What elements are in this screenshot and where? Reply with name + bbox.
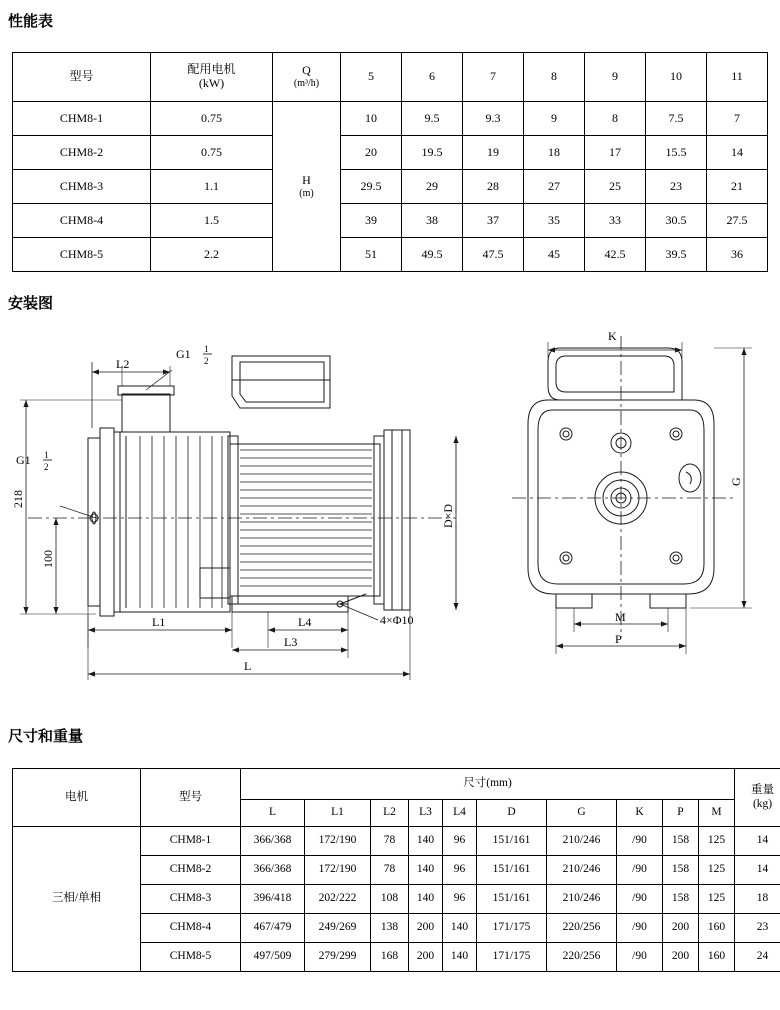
header-motor-line2: (kW) [198, 76, 225, 90]
header-weight [735, 769, 780, 827]
header-col-K: K [617, 800, 663, 827]
cell-dim: 125 [699, 856, 735, 885]
cell-dim: 171/175 [477, 943, 547, 972]
cell-head: 7.5 [646, 102, 707, 136]
cell-weight: 18 [735, 885, 780, 914]
cell-weight: 14 [735, 827, 780, 856]
header-flow [273, 53, 341, 102]
label-g-thread-top-num: 1 [204, 344, 209, 354]
dimensions-table [12, 768, 780, 972]
label-l3: L3 [284, 635, 298, 649]
installation-drawing [0, 318, 780, 708]
cell-model: CHM8-5 [141, 943, 241, 972]
cell-dim: 125 [699, 885, 735, 914]
header-flow-unit: (m³/h) [293, 78, 320, 90]
cell-head: 23 [646, 170, 707, 204]
cell-dim: 160 [699, 914, 735, 943]
cell-dim: 138 [371, 914, 409, 943]
cell-dim: 366/368 [241, 856, 305, 885]
header-flow-symbol: Q [302, 63, 311, 78]
cell-dim: 249/269 [305, 914, 371, 943]
cell-dim: 78 [371, 827, 409, 856]
cell-dim: 151/161 [477, 827, 547, 856]
header-motor: 电机 [13, 769, 141, 827]
cell-head: 14 [707, 136, 768, 170]
cell-dim: 202/222 [305, 885, 371, 914]
performance-section-title: 性能表 [8, 13, 54, 30]
header-head-unit: (m) [299, 187, 314, 199]
label-dxd: D×D [441, 503, 455, 528]
cell-head: 15.5 [646, 136, 707, 170]
table-row [13, 827, 780, 856]
label-l: L [244, 659, 252, 673]
cell-dim: 96 [443, 885, 477, 914]
cell-dim: 366/368 [241, 827, 305, 856]
cell-head: 27.5 [707, 204, 768, 238]
header-head-symbol: H [302, 172, 311, 187]
label-m: M [615, 610, 626, 624]
cell-dim: 200 [409, 914, 443, 943]
header-model: 型号 [141, 769, 241, 827]
cell-head: 19.5 [402, 136, 463, 170]
cell-head: 39.5 [646, 238, 707, 272]
flow-value: 10 [646, 53, 707, 102]
cell-head: 37 [463, 204, 524, 238]
cell-head: 7 [707, 102, 768, 136]
cell-model: CHM8-1 [141, 827, 241, 856]
header-col-D: D [477, 800, 547, 827]
header-col-L: L [241, 800, 305, 827]
cell-model: CHM8-4 [13, 204, 151, 238]
cell-dim: 96 [443, 856, 477, 885]
table-header-row [13, 769, 780, 800]
label-k: K [608, 329, 617, 343]
cell-dim: 200 [663, 914, 699, 943]
flow-value: 6 [402, 53, 463, 102]
cell-dim: 160 [699, 943, 735, 972]
table-row [13, 204, 768, 238]
cell-dim: 140 [409, 827, 443, 856]
cell-dim: 78 [371, 856, 409, 885]
flow-value: 9 [585, 53, 646, 102]
cell-dim: 172/190 [305, 856, 371, 885]
cell-model: CHM8-2 [141, 856, 241, 885]
cell-dim: 158 [663, 885, 699, 914]
cell-motor: 1.1 [151, 170, 273, 204]
cell-model: CHM8-2 [13, 136, 151, 170]
label-p: P [615, 632, 622, 646]
cell-dim: 172/190 [305, 827, 371, 856]
cell-model: CHM8-4 [141, 914, 241, 943]
cell-head: 47.5 [463, 238, 524, 272]
label-g: G [729, 477, 743, 486]
label-l4: L4 [298, 615, 312, 629]
label-l2: L2 [116, 357, 130, 371]
cell-dim: 96 [443, 827, 477, 856]
installation-section-title: 安装图 [8, 295, 54, 312]
header-weight-line2: (kg) [752, 797, 773, 810]
cell-dim: 497/509 [241, 943, 305, 972]
table-row [13, 170, 768, 204]
flow-value: 5 [341, 53, 402, 102]
cell-weight: 24 [735, 943, 780, 972]
label-l1: L1 [152, 615, 166, 629]
header-model: 型号 [13, 53, 151, 102]
cell-dim: 168 [371, 943, 409, 972]
performance-table [12, 52, 768, 272]
cell-model: CHM8-3 [141, 885, 241, 914]
cell-dim: 396/418 [241, 885, 305, 914]
cell-head: 17 [585, 136, 646, 170]
table-row [13, 238, 768, 272]
cell-motor-type: 三相/单相 [13, 827, 141, 972]
cell-head: 28 [463, 170, 524, 204]
cell-head: 33 [585, 204, 646, 238]
cell-dim: 151/161 [477, 885, 547, 914]
cell-dim: /90 [617, 885, 663, 914]
cell-head: 35 [524, 204, 585, 238]
header-col-L3: L3 [409, 800, 443, 827]
cell-head: 9.5 [402, 102, 463, 136]
cell-head: 8 [585, 102, 646, 136]
cell-dim: 220/256 [547, 943, 617, 972]
table-header-row [13, 53, 768, 102]
cell-dim: 210/246 [547, 885, 617, 914]
cell-dim: 140 [409, 885, 443, 914]
flow-value: 7 [463, 53, 524, 102]
cell-motor: 2.2 [151, 238, 273, 272]
cell-model: CHM8-5 [13, 238, 151, 272]
cell-dim: 158 [663, 856, 699, 885]
cell-dim: 151/161 [477, 856, 547, 885]
cell-dim: 200 [663, 943, 699, 972]
label-g-thread-top-den: 2 [204, 356, 209, 366]
cell-dim: 125 [699, 827, 735, 856]
cell-head: 30.5 [646, 204, 707, 238]
label-g-thread-left: G1 [16, 453, 31, 467]
cell-dim: 108 [371, 885, 409, 914]
cell-dim: /90 [617, 856, 663, 885]
header-col-G: G [547, 800, 617, 827]
cell-dim: 467/479 [241, 914, 305, 943]
cell-dim: 158 [663, 827, 699, 856]
header-col-P: P [663, 800, 699, 827]
label-height-218: 218 [11, 490, 25, 508]
cell-dim: 140 [409, 856, 443, 885]
header-col-L2: L2 [371, 800, 409, 827]
cell-head: 20 [341, 136, 402, 170]
flow-value: 8 [524, 53, 585, 102]
cell-head: 18 [524, 136, 585, 170]
header-motor-line1: 配用电机 [187, 62, 236, 77]
cell-head: 39 [341, 204, 402, 238]
cell-dim: 140 [443, 943, 477, 972]
label-height-100: 100 [41, 550, 55, 568]
header-head [273, 102, 341, 272]
cell-motor: 1.5 [151, 204, 273, 238]
cell-head: 29 [402, 170, 463, 204]
flow-value: 11 [707, 53, 768, 102]
cell-head: 42.5 [585, 238, 646, 272]
cell-model: CHM8-3 [13, 170, 151, 204]
cell-dim: /90 [617, 827, 663, 856]
cell-model: CHM8-1 [13, 102, 151, 136]
cell-head: 10 [341, 102, 402, 136]
cell-head: 21 [707, 170, 768, 204]
cell-weight: 14 [735, 856, 780, 885]
cell-motor: 0.75 [151, 136, 273, 170]
cell-motor: 0.75 [151, 102, 273, 136]
cell-head: 25 [585, 170, 646, 204]
cell-dim: 140 [443, 914, 477, 943]
table-row [13, 102, 768, 136]
header-size-group: 尺寸(mm) [241, 769, 735, 800]
header-motor [151, 53, 273, 102]
label-g-thread-top: G1 [176, 347, 191, 361]
cell-head: 49.5 [402, 238, 463, 272]
cell-head: 27 [524, 170, 585, 204]
cell-dim: 210/246 [547, 827, 617, 856]
cell-head: 51 [341, 238, 402, 272]
cell-dim: 210/246 [547, 856, 617, 885]
header-col-L1: L1 [305, 800, 371, 827]
cell-dim: /90 [617, 914, 663, 943]
cell-weight: 23 [735, 914, 780, 943]
cell-head: 9 [524, 102, 585, 136]
dimensions-section-title: 尺寸和重量 [8, 728, 84, 745]
table-row [13, 136, 768, 170]
header-col-L4: L4 [443, 800, 477, 827]
header-col-M: M [699, 800, 735, 827]
cell-head: 29.5 [341, 170, 402, 204]
cell-dim: 171/175 [477, 914, 547, 943]
label-g-thread-left-den: 2 [44, 462, 49, 472]
cell-dim: /90 [617, 943, 663, 972]
cell-dim: 279/299 [305, 943, 371, 972]
cell-head: 9.3 [463, 102, 524, 136]
label-mounting-holes: 4×Φ10 [380, 613, 414, 627]
cell-head: 36 [707, 238, 768, 272]
header-weight-line1: 重量 [751, 784, 775, 797]
cell-head: 19 [463, 136, 524, 170]
label-g-thread-left-num: 1 [44, 450, 49, 460]
cell-dim: 200 [409, 943, 443, 972]
cell-head: 45 [524, 238, 585, 272]
cell-head: 38 [402, 204, 463, 238]
cell-dim: 220/256 [547, 914, 617, 943]
